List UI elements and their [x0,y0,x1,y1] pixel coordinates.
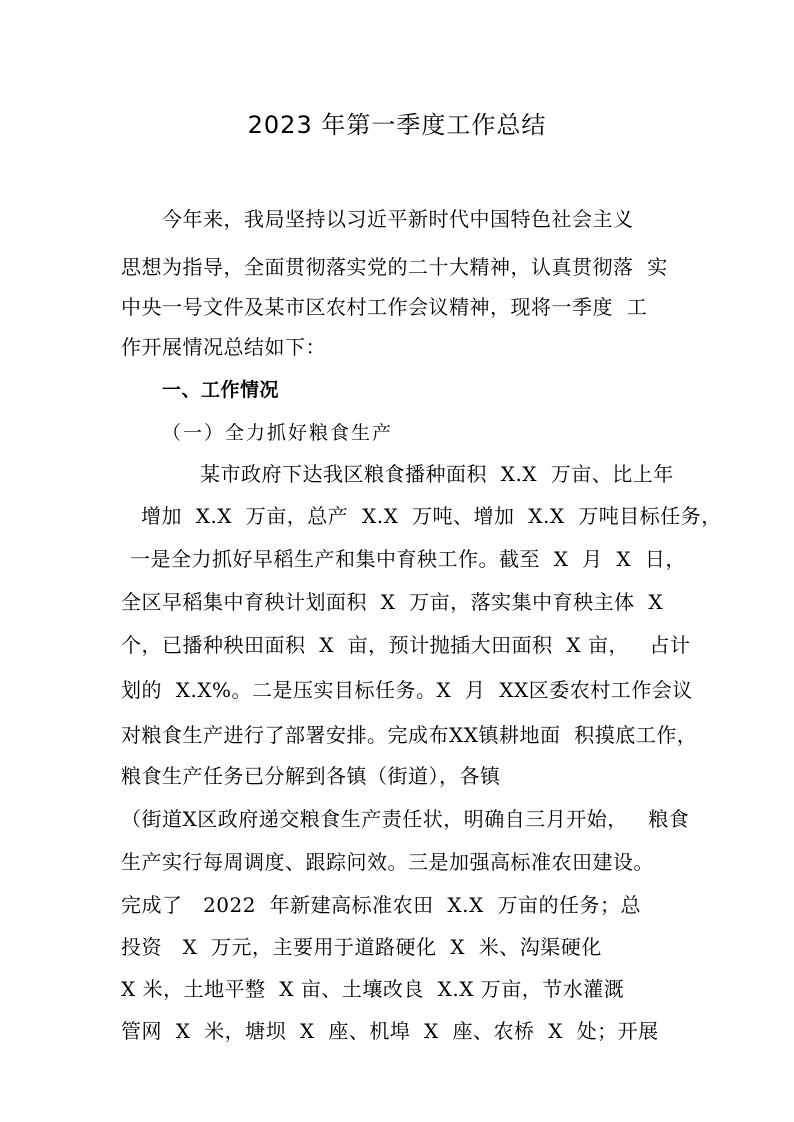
body-line-5: 个，已播种秧田面积 X 亩，预计抛插大田面积 X 亩， 占计 [121,633,691,657]
body-line-3: 一是全力抓好早稻生产和集中育秧工作。截至 X 月 X 日， [130,547,686,571]
body-line-1: 某市政府下达我区粮食播种面积 X.X 万亩、比上年 [200,462,674,486]
body-line-8: 粮食生产任务已分解到各镇（街道），各镇 [121,764,501,788]
body-line-2: 增加 X.X 万亩，总产 X.X 万吨、增加 X.X 万吨目标任务， [141,504,722,528]
body-line-9: （街道X区政府递交粮食生产责任状，明确自三月开始， 粮食 [121,807,690,831]
body-line-12: 投资 X 万元，主要用于道路硬化 X 米、沟渠硬化 [121,935,602,959]
body-line-4: 全区早稻集中育秧计划面积 X 万亩，落实集中育秧主体 X [121,590,664,614]
intro-line-4: 作开展情况总结如下： [121,335,326,359]
intro-line-3: 中央一号文件及某市区农村工作会议精神，现将一季度 工 [121,295,648,319]
intro-line-1: 今年来，我局坚持以习近平新时代中国特色社会主义 [162,207,634,231]
document-title: 2023 年第一季度工作总结 [247,111,547,139]
body-line-6: 划的 X.X%。二是压实目标任务。X 月 XX区委农村工作会议 [121,678,693,702]
body-line-11: 完成了 2022 年新建高标准农田 X.X 万亩的任务；总 [121,893,641,917]
body-line-7: 对粮食生产进行了部署安排。完成布XX镇耕地面 积摸底工作， [121,723,698,747]
section-heading: 一、工作情况 [162,379,280,401]
subsection-heading: （一）全力抓好粮食生产 [162,422,394,444]
intro-line-2: 思想为指导，全面贯彻落实党的二十大精神，认真贯彻落 实 [121,255,668,279]
body-line-10: 生产实行每周调度、跟踪问效。三是加强高标准农田建设。 [121,850,654,874]
body-line-14: 管网 X 米，塘坝 X 座、机埠 X 座、农桥 X 处；开展 [121,1019,659,1043]
body-line-13: X 米，土地平整 X 亩、土壤改良 X.X 万亩，节水灌溉 [121,977,625,1001]
